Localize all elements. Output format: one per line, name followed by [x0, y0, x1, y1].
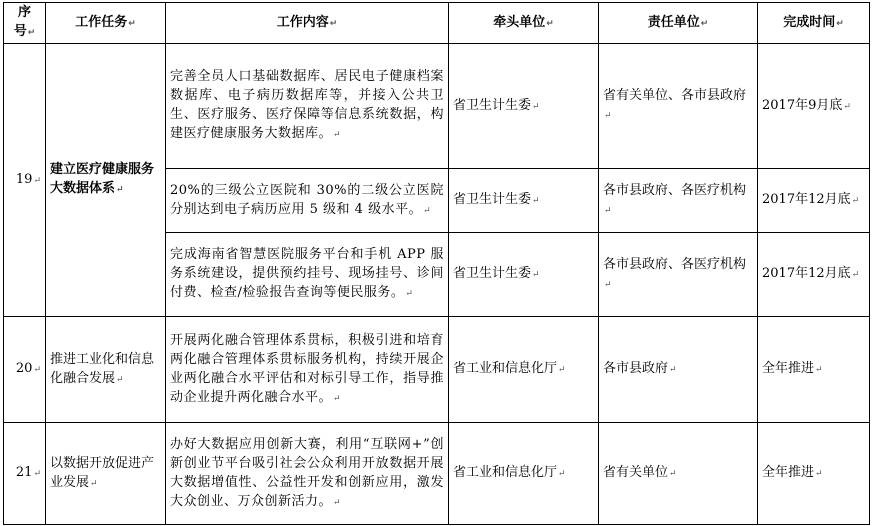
- deadline-cell: 全年推进↵: [758, 317, 870, 423]
- header-task: 工作任务↵: [46, 3, 166, 44]
- content-cell: 办好大数据应用创新大赛，利用“互联网+”创新创业节平台吸引社会公众利用开放数据开展大数据增值性、公益性开发和创新应用，激发大众创业、万众创新活力。↵: [166, 423, 449, 525]
- responsible-unit-cell: 各市县政府↵: [599, 317, 758, 423]
- responsible-unit-cell: 省有关单位、各市县政府↵: [599, 44, 758, 169]
- header-responsible: 责任单位↵: [599, 3, 758, 44]
- header-no: 序 号↵: [4, 3, 46, 44]
- content-cell: 完成海南省智慧医院服务平台和手机 APP 服务系统建设，提供预约挂号、现场挂号、诊间付费、检查/检验报告查询等便民服务。↵: [166, 233, 449, 317]
- content-cell: 完善全员人口基础数据库、居民电子健康档案数据库、电子病历数据库等，并接入公共卫生、医疗服务、医疗保障等信息系统数据，构建医疗健康服务大数据库。↵: [166, 44, 449, 169]
- table-row: [4, 317, 870, 423]
- lead-unit-cell: 省卫生计生委↵: [449, 44, 599, 169]
- deadline-cell: 2017年12月底↵: [758, 233, 870, 317]
- lead-unit-cell: 省工业和信息化厅↵: [449, 423, 599, 525]
- table-row: [4, 423, 870, 525]
- responsible-unit-cell: 各市县政府、各医疗机构↵: [599, 233, 758, 317]
- work-task-table: [3, 2, 870, 525]
- header-row: [4, 3, 870, 44]
- header-content: 工作内容↵: [166, 3, 449, 44]
- responsible-unit-cell: 各市县政府、各医疗机构↵: [599, 169, 758, 233]
- row-number: 20↵: [4, 317, 46, 423]
- deadline-cell: 全年推进↵: [758, 423, 870, 525]
- task-cell: 推进工业化和信息化融合发展↵: [46, 317, 166, 423]
- content-cell: 20%的三级公立医院和 30%的二级公立医院分别达到电子病历应用 5 级和 4 级水平。↵: [166, 169, 449, 233]
- lead-unit-cell: 省卫生计生委↵: [449, 233, 599, 317]
- header-lead: 牵头单位↵: [449, 3, 599, 44]
- lead-unit-cell: 省卫生计生委↵: [449, 169, 599, 233]
- lead-unit-cell: 省工业和信息化厅↵: [449, 317, 599, 423]
- deadline-cell: 2017年12月底↵: [758, 169, 870, 233]
- responsible-unit-cell: 省有关单位↵: [599, 423, 758, 525]
- row-number: 19↵: [4, 44, 46, 317]
- task-cell: 建立医疗健康服务大数据体系↵: [46, 44, 166, 317]
- task-cell: 以数据开放促进产业发展↵: [46, 423, 166, 525]
- content-cell: 开展两化融合管理体系贯标，积极引进和培育两化融合管理体系贯标服务机构，持续开展企业两化融合水平评估和对标引导工作，指导推动企业提升两化融合水平。↵: [166, 317, 449, 423]
- table-row: [4, 44, 870, 169]
- deadline-cell: 2017年9月底↵: [758, 44, 870, 169]
- row-number: 21↵: [4, 423, 46, 525]
- header-time: 完成时间↵: [758, 3, 870, 44]
